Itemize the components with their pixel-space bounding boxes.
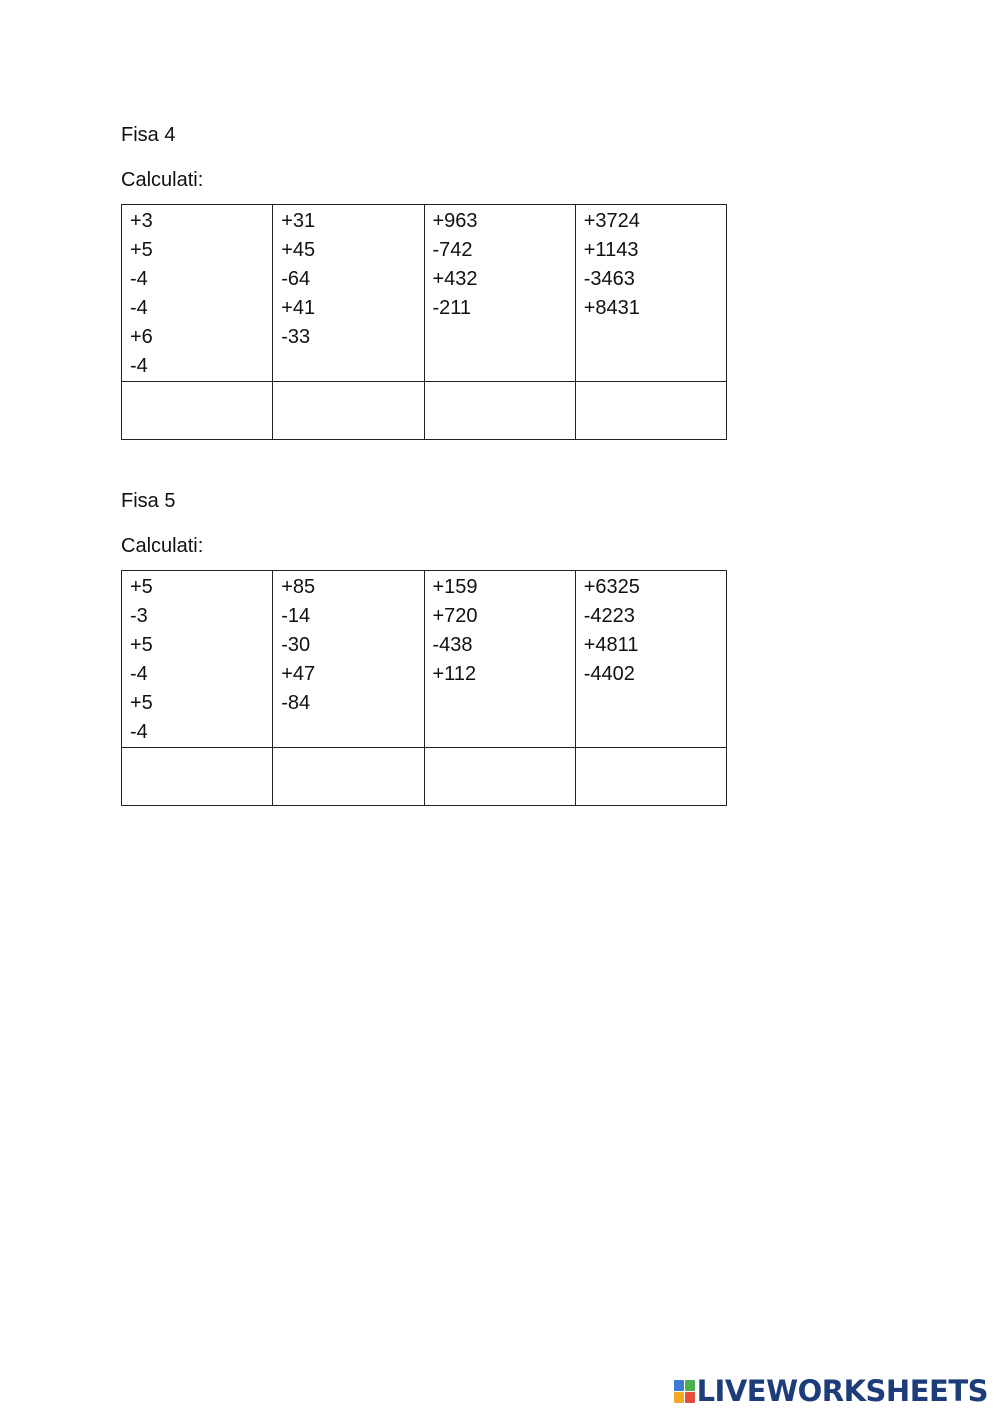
term: +5 [130, 634, 153, 656]
logo-square [685, 1380, 695, 1391]
term: -211 [432, 297, 472, 319]
term: +720 [432, 605, 478, 627]
term: +5 [130, 576, 153, 598]
term: -4402 [583, 663, 635, 685]
term: -64 [281, 268, 311, 290]
answer-cell-3[interactable] [424, 382, 575, 440]
term: -4 [130, 297, 148, 319]
term: +6325 [583, 576, 640, 598]
exercise-table [121, 570, 727, 806]
brand-wordmark: LIVEWORKSHEETS [696, 1374, 988, 1408]
exercise-table [121, 204, 727, 440]
term: -4 [130, 663, 148, 685]
exercise-column-1 [122, 205, 273, 382]
term: -30 [281, 634, 311, 656]
term: -4223 [583, 605, 635, 627]
term: +6 [130, 326, 153, 348]
exercise-column-1 [122, 571, 273, 748]
worksheet-section-fisa-4 [121, 122, 727, 440]
exercise-column-3 [424, 205, 575, 382]
term: -3463 [583, 268, 635, 290]
worksheet-section-fisa-5 [121, 488, 727, 806]
section-title: Fisa 4 [121, 124, 176, 146]
term: +8431 [583, 297, 640, 319]
term: +47 [281, 663, 316, 685]
term: -438 [432, 634, 473, 656]
term: +3 [130, 210, 153, 232]
exercise-column-4 [575, 205, 726, 382]
term: +159 [432, 576, 478, 598]
numbers-row [122, 205, 727, 382]
answer-cell-1[interactable] [122, 382, 273, 440]
term: -33 [281, 326, 311, 348]
term: +1143 [583, 239, 639, 261]
term: -4 [130, 355, 148, 377]
term: -4 [130, 268, 148, 290]
section-instruction: Calculati: [121, 535, 204, 557]
term: -84 [281, 692, 311, 714]
term: -742 [432, 239, 473, 261]
logo-square [674, 1392, 684, 1403]
term: +432 [432, 268, 478, 290]
term: +3724 [583, 210, 640, 232]
exercise-column-4 [575, 571, 726, 748]
logo-square [674, 1380, 684, 1391]
numbers-row [122, 571, 727, 748]
exercise-column-2 [273, 205, 424, 382]
liveworksheets-brand [674, 1376, 988, 1406]
answer-row [122, 748, 727, 806]
answer-cell-4[interactable] [575, 748, 726, 806]
term: -4 [130, 721, 148, 743]
term: +5 [130, 239, 153, 261]
answer-cell-2[interactable] [273, 748, 424, 806]
term: +31 [281, 210, 316, 232]
exercise-column-2 [273, 571, 424, 748]
answer-cell-4[interactable] [575, 382, 726, 440]
logo-square [685, 1392, 695, 1403]
term: +963 [432, 210, 478, 232]
liveworksheets-logo-icon [674, 1380, 694, 1402]
term: +85 [281, 576, 316, 598]
term: -14 [281, 605, 311, 627]
answer-cell-1[interactable] [122, 748, 273, 806]
term: +112 [432, 663, 477, 685]
term: +5 [130, 692, 153, 714]
section-title: Fisa 5 [121, 490, 176, 512]
exercise-column-3 [424, 571, 575, 748]
answer-row [122, 382, 727, 440]
term: +41 [281, 297, 316, 319]
answer-cell-2[interactable] [273, 382, 424, 440]
section-instruction: Calculati: [121, 169, 204, 191]
term: -3 [130, 605, 148, 627]
answer-cell-3[interactable] [424, 748, 575, 806]
term: +45 [281, 239, 316, 261]
term: +4811 [583, 634, 639, 656]
